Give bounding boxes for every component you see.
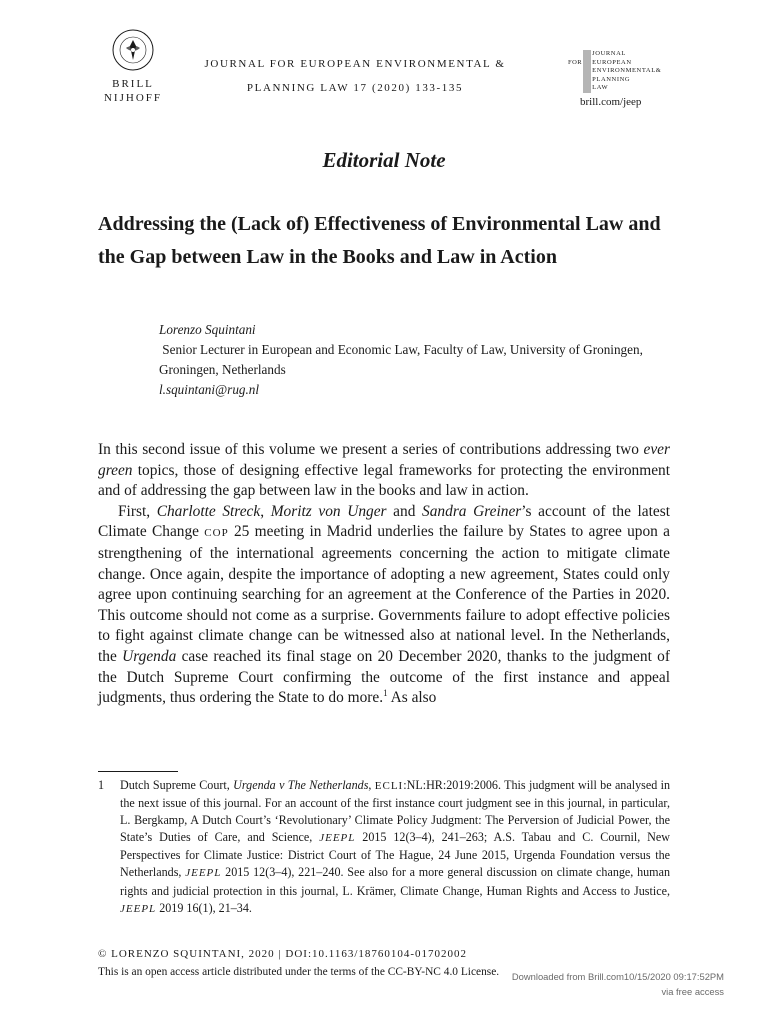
publisher-name-line1: BRILL xyxy=(112,78,154,90)
footnote-text: Dutch Supreme Court, Urgenda v The Netherlands, ECLI:NL:HR:2019:2006. This judgment will be analysed in the next issue of this journal. For an account of the first instance court judgment see in this journal, in particular, L. Bergkamp, A Dutch Court’s ‘Revolutionary’ Climate Policy Judgment: The Perversion of Judicial Power, the State’s Duties of Care, and Science, JEEPL 2015 12(3–4), 241–263; A.S. Tabau and C. Cournil, New Perspectives for Climate Justice: District Court of The Hague, 24 June 2015, Urgenda Foundation versus the Netherlands, JEEPL 2015 12(3–4), 221–240. See also for a more general discussion on climate change, human rights and judicial protection in this journal, L. Krämer, Climate Change, Human Rights and Access to Justice, JEEPL 2019 16(1), 21–34. xyxy=(120,778,671,915)
journal-logo-line: JOURNAL xyxy=(592,50,626,57)
author-block xyxy=(159,320,699,400)
article-body xyxy=(98,440,670,709)
cited-author: Sandra Greiner xyxy=(422,502,522,520)
copyright-doi: © LORENZO SQUINTANI, 2020 | DOI:10.1163/18760104-01702002 xyxy=(98,948,468,960)
paragraph-intro: In this second issue of this volume we present a series of contributions addressing two ever green topics, those of designing effective legal frameworks for protecting the environment and of addressing the gap between law in the books and law in action. xyxy=(98,441,670,500)
access-note: via free access xyxy=(661,986,724,997)
footnote-number: 1 xyxy=(98,778,105,792)
publisher-name-line2: NIJHOFF xyxy=(103,92,162,104)
publisher-logo xyxy=(98,28,168,105)
emphasis-text: ever green xyxy=(98,441,670,479)
author-name: Lorenzo Squintani xyxy=(159,322,256,337)
footnote-divider xyxy=(98,771,178,772)
download-timestamp: Downloaded from Brill.com10/15/2020 09:17:52PM xyxy=(511,971,724,982)
journal-title-line2: PLANNING LAW 17 (2020) 133-135 xyxy=(246,82,464,94)
author-affiliation xyxy=(159,340,699,380)
journal-logo-line: PLANNING xyxy=(592,75,631,83)
journal-title-line1: JOURNAL FOR EUROPEAN ENVIRONMENTAL & xyxy=(204,58,506,70)
case-name: Urgenda xyxy=(122,647,177,665)
license-notice: This is an open access article distributed under the terms of the CC-BY-NC 4.0 License. xyxy=(98,966,500,978)
small-caps-cop: COP xyxy=(204,527,229,540)
journal-logo-for: FOR xyxy=(568,59,583,66)
journal-header xyxy=(190,52,520,100)
journal-logo-line: LAW xyxy=(592,84,609,92)
download-stamp xyxy=(486,969,724,999)
brill-seal-icon xyxy=(111,28,155,72)
footnote xyxy=(98,777,670,918)
journal-logo-line: ENVIRONMENTAL& xyxy=(592,67,662,75)
cited-author: Moritz von Unger xyxy=(270,502,387,520)
paragraph-first: First, Charlotte Streck, Moritz von Unger and Sandra Greiner’s account of the latest Climate Change COP 25 meeting in Madrid underlies the failure by States to agree upon a strengthening of the international agreements concerning the action to mitigate climate change. Once again, despite the importance of adopting a new agreement, States could only agree upon continuing searching for an agreement at the Conference of the Parties in 2020. This outcome should not come as a surprise. Governments failure to adopt effective policies to fight against climate change can be witnessed also at national level. In the Netherlands, the Urgenda case reached its final stage on 20 December 2020, thanks to the judgment of the Dutch Supreme Court confirming the outcome of the first instance and appeal judgments, thus ordering the State to do more.$^1$ As also xyxy=(98,502,670,707)
section-label: Editorial Note xyxy=(322,148,446,172)
author-email-link[interactable]: l.squintani@rug.nl xyxy=(159,382,260,397)
journal-logo-line: EUROPEAN xyxy=(592,58,632,66)
journal-url-link[interactable]: brill.com/jeep xyxy=(580,96,642,108)
journal-logo xyxy=(568,50,668,93)
footnote-reference-link[interactable]: 1 xyxy=(383,688,388,698)
cited-author: Charlotte Streck xyxy=(156,502,261,520)
article-title: Addressing the (Lack of) Effectiveness of Environmental Law and the Gap between Law in the Books and Law in Action xyxy=(98,213,661,268)
author-affiliation-text: Senior Lecturer in European and Economic Law, Faculty of Law, University of Groningen, Groningen, Netherlands xyxy=(159,342,643,377)
